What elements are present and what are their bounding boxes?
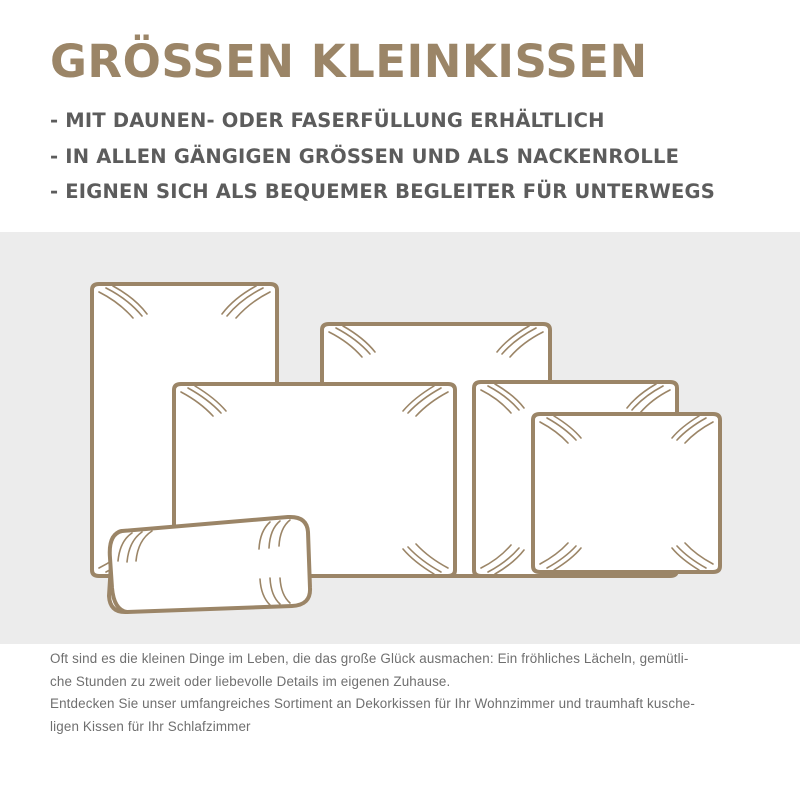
feature-bullet-list: [50, 111, 750, 202]
feature-bullet-3: - EIGNEN SICH ALS BEQUEMER BEGLEITER FÜR UNTERWEGS: [50, 180, 715, 204]
footer-line-2: che Stunden zu zweit oder liebevolle Details im eigenen Zuhause.: [50, 673, 451, 689]
illustration-band: [0, 232, 800, 644]
feature-bullet-2: - IN ALLEN GÄNGIGEN GRÖSSEN UND ALS NACKENROLLE: [50, 144, 680, 168]
footer-line-1: Oft sind es die kleinen Dinge im Leben, die das große Glück ausmachen: Ein fröhliches Lächeln, gemütli-: [50, 651, 689, 666]
pillow-small-lower: [533, 414, 720, 572]
feature-bullet-1: - MIT DAUNEN- ODER FASERFÜLLUNG ERHÄLTLICH: [50, 109, 605, 133]
footer-line-4: ligen Kissen für Ihr Schlafzimmer: [50, 719, 251, 735]
header: [0, 0, 800, 202]
footer-text: [0, 648, 800, 738]
page-title: GRÖSSEN KLEINKISSEN: [50, 35, 648, 88]
neck-roll: [109, 517, 310, 612]
pillow-sizes-illustration: [0, 232, 800, 644]
footer-line-3: Entdecken Sie unser umfangreiches Sortiment an Dekorkissen für Ihr Wohnzimmer und traumhaft kusche-: [50, 696, 695, 712]
